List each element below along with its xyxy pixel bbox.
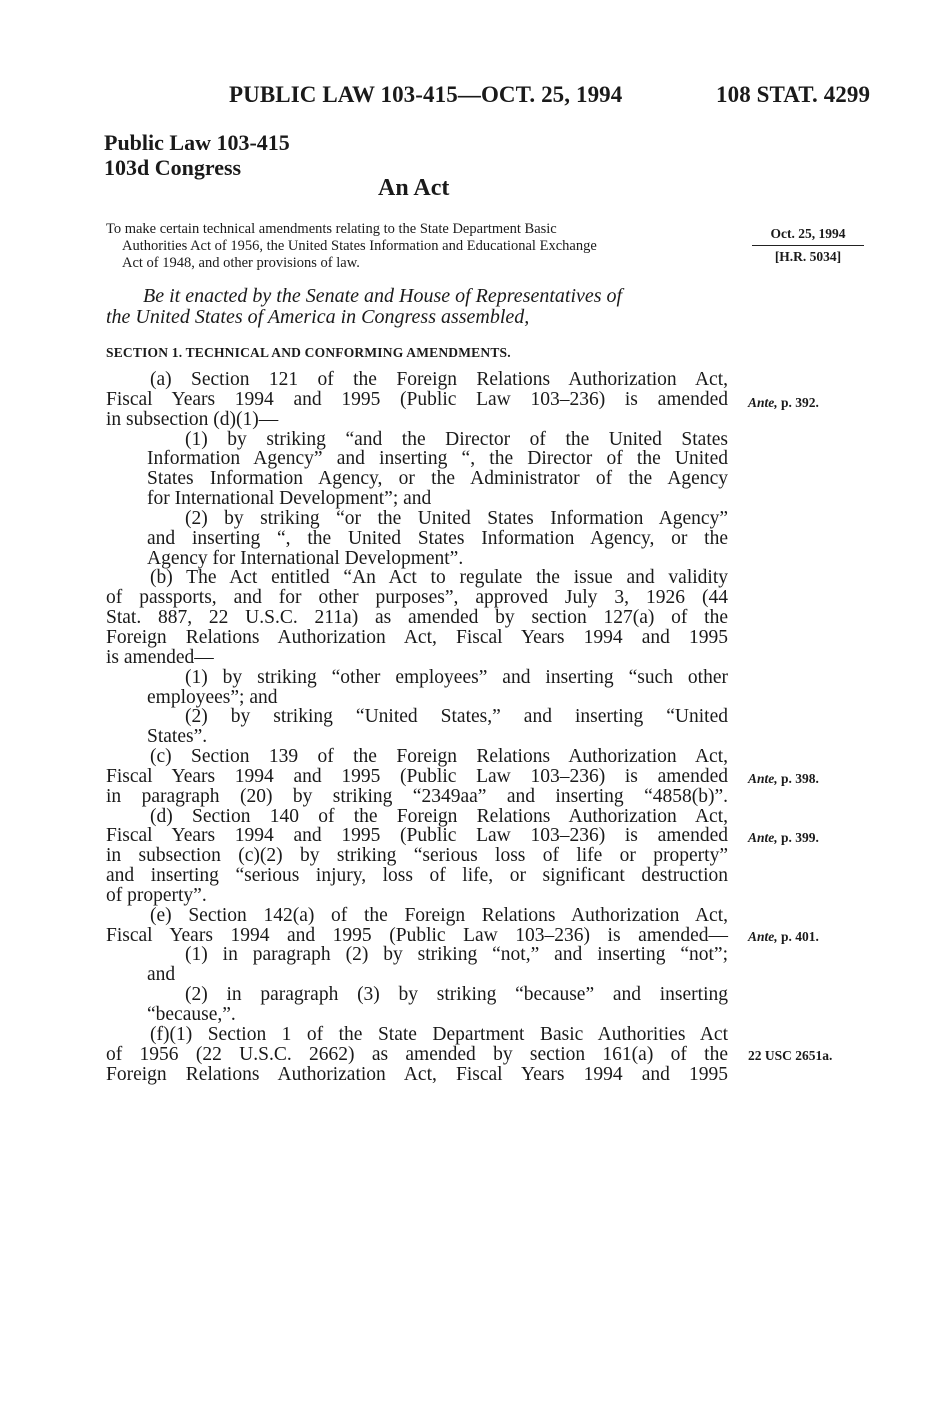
body-line: (a) Section 121 of the Foreign Relations Authorization Act, — [150, 369, 728, 390]
body-line: and — [147, 964, 176, 986]
ante-label: Ante, — [748, 395, 778, 410]
ante-page: p. 401. — [781, 929, 819, 944]
date-divider — [752, 245, 864, 246]
body-line: “because,”. — [147, 1004, 236, 1025]
body-line: (b) The Act entitled “An Act to regulate the issue and validity — [150, 567, 728, 589]
body-line: and inserting “, the United States Information Agency, or the — [147, 527, 728, 549]
body-line: (2) in paragraph (3) by striking “because” and inserting — [185, 984, 728, 1006]
ante-label: Ante, — [748, 771, 778, 786]
act-heading: An Act — [378, 175, 450, 201]
body-line: (d) Section 140 of the Foreign Relations Authorization Act, — [150, 805, 728, 827]
body-line: and inserting “serious injury, loss of life, or significant destruction — [106, 865, 728, 887]
section-body — [106, 370, 728, 1084]
body-line: in subsection (c)(2) by striking “serious loss of life or property” — [106, 845, 728, 867]
margin-date-note — [752, 226, 864, 265]
body-line: of property”. — [106, 884, 207, 906]
body-line: (1) by striking “other employees” and inserting “such other — [185, 666, 728, 688]
ante-label: Ante, — [748, 830, 778, 845]
purpose-clause — [106, 221, 597, 271]
body-line: of passports, and for other purposes”, approved July 3, 1926 (44 — [106, 587, 728, 609]
running-title: PUBLIC LAW 103-415—OCT. 25, 1994 — [229, 82, 623, 107]
body-line: of 1956 (22 U.S.C. 2662) as amended by section 161(a) of the — [106, 1043, 728, 1065]
ante-label: Ante, — [748, 929, 778, 944]
body-line: (c) Section 139 of the Foreign Relations Authorization Act, — [150, 746, 728, 768]
body-line: Fiscal Years 1994 and 1995 (Public Law 103–236) is amended — [106, 388, 728, 410]
margin-note-ante — [748, 771, 819, 787]
enacting-line: Be it enacted by the Senate and House of Representatives of — [143, 285, 623, 307]
purpose-line: Act of 1948, and other provisions of law. — [122, 254, 360, 271]
body-line: Fiscal Years 1994 and 1995 (Public Law 103–236) is amended — [106, 765, 728, 787]
congress-number: 103d Congress — [104, 155, 242, 180]
body-line: in paragraph (20) by striking “2349aa” and inserting “4858(b)”. — [106, 785, 728, 807]
ante-page: p. 392. — [781, 395, 819, 410]
body-line: is amended— — [106, 646, 214, 668]
law-identification — [104, 130, 290, 180]
body-line: (2) by striking “or the United States Information Agency” — [185, 507, 728, 529]
body-line: (2) by striking “United States,” and inserting “United — [185, 706, 728, 728]
enacting-clause — [106, 286, 622, 328]
body-line: (1) in paragraph (2) by striking “not,” and inserting “not”; — [185, 944, 728, 966]
body-line: in subsection (d)(1)— — [106, 408, 279, 430]
purpose-line: To make certain technical amendments relating to the State Department Basic — [106, 221, 557, 237]
section-heading: SECTION 1. TECHNICAL AND CONFORMING AMENDMENTS. — [106, 345, 511, 360]
enacting-line: the United States of America in Congress assembled, — [106, 306, 530, 328]
body-line: Stat. 887, 22 U.S.C. 211a) as amended by section 127(a) of the — [106, 607, 728, 629]
body-line: for International Development”; and — [147, 488, 432, 510]
ante-page: p. 399. — [781, 830, 819, 845]
usc-citation: 22 USC 2651a. — [748, 1048, 833, 1063]
stat-page-number: 108 STAT. 4299 — [716, 82, 871, 107]
margin-note-ante — [748, 395, 819, 411]
margin-note-ante — [748, 929, 819, 945]
body-line: Fiscal Years 1994 and 1995 (Public Law 103–236) is amended— — [106, 924, 728, 946]
body-line: Foreign Relations Authorization Act, Fiscal Years 1994 and 1995 — [106, 626, 728, 648]
body-line: (e) Section 142(a) of the Foreign Relations Authorization Act, — [150, 904, 728, 926]
ante-page: p. 398. — [781, 771, 819, 786]
body-line: Agency for International Development”. — [147, 547, 464, 569]
margin-note-usc — [748, 1048, 832, 1064]
body-line: Fiscal Years 1994 and 1995 (Public Law 103–236) is amended — [106, 825, 728, 847]
body-line: (f)(1) Section 1 of the State Department Basic Authorities Act — [150, 1023, 728, 1045]
bill-number: [H.R. 5034] — [774, 249, 842, 264]
purpose-line: Authorities Act of 1956, the United States Information and Educational Exchange — [122, 237, 597, 254]
body-line: Foreign Relations Authorization Act, Fiscal Years 1994 and 1995 — [106, 1063, 728, 1085]
body-line: States”. — [147, 726, 208, 748]
body-line: States Information Agency, or the Administrator of the Agency — [147, 468, 728, 490]
public-law-number: Public Law 103-415 — [104, 130, 290, 155]
margin-note-ante — [748, 830, 819, 846]
enactment-date: Oct. 25, 1994 — [770, 226, 846, 241]
body-line: Information Agency” and inserting “, the Director of the United — [147, 448, 728, 470]
body-line: (1) by striking “and the Director of the United States — [185, 428, 728, 450]
body-line: employees”; and — [147, 686, 278, 708]
